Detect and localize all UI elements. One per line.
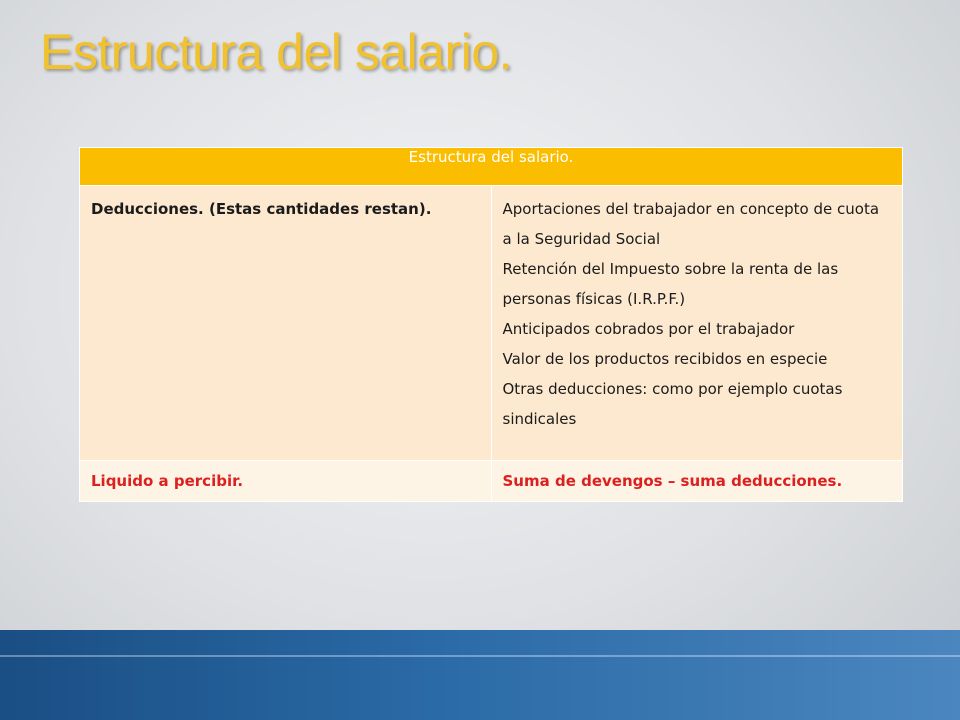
- table-row-deducciones: [80, 186, 903, 461]
- row-value-liquido: Suma de devengos – suma deducciones.: [491, 461, 903, 502]
- table-row-liquido: [80, 461, 903, 502]
- list-item: Aportaciones del trabajador en concepto de cuota a la Seguridad Social: [502, 200, 880, 248]
- list-item: Valor de los productos recibidos en especie: [502, 350, 828, 368]
- bottom-band: [0, 630, 960, 720]
- list-item: Retención del Impuesto sobre la renta de las personas físicas (I.R.P.F.): [502, 260, 839, 308]
- row-label-liquido: Liquido a percibir.: [80, 461, 492, 502]
- bottom-band-divider: [0, 655, 960, 657]
- salary-structure-table: [79, 147, 903, 502]
- deducciones-list: [491, 186, 903, 461]
- list-item: Otras deducciones: como por ejemplo cuotas sindicales: [502, 380, 843, 428]
- list-item: Anticipados cobrados por el trabajador: [502, 320, 795, 338]
- row-label-deducciones: Deducciones. (Estas cantidades restan).: [80, 186, 492, 461]
- table-header-row: [80, 148, 903, 186]
- table-header: Estructura del salario.: [80, 148, 903, 186]
- slide-title: Estructura del salario.: [40, 24, 513, 80]
